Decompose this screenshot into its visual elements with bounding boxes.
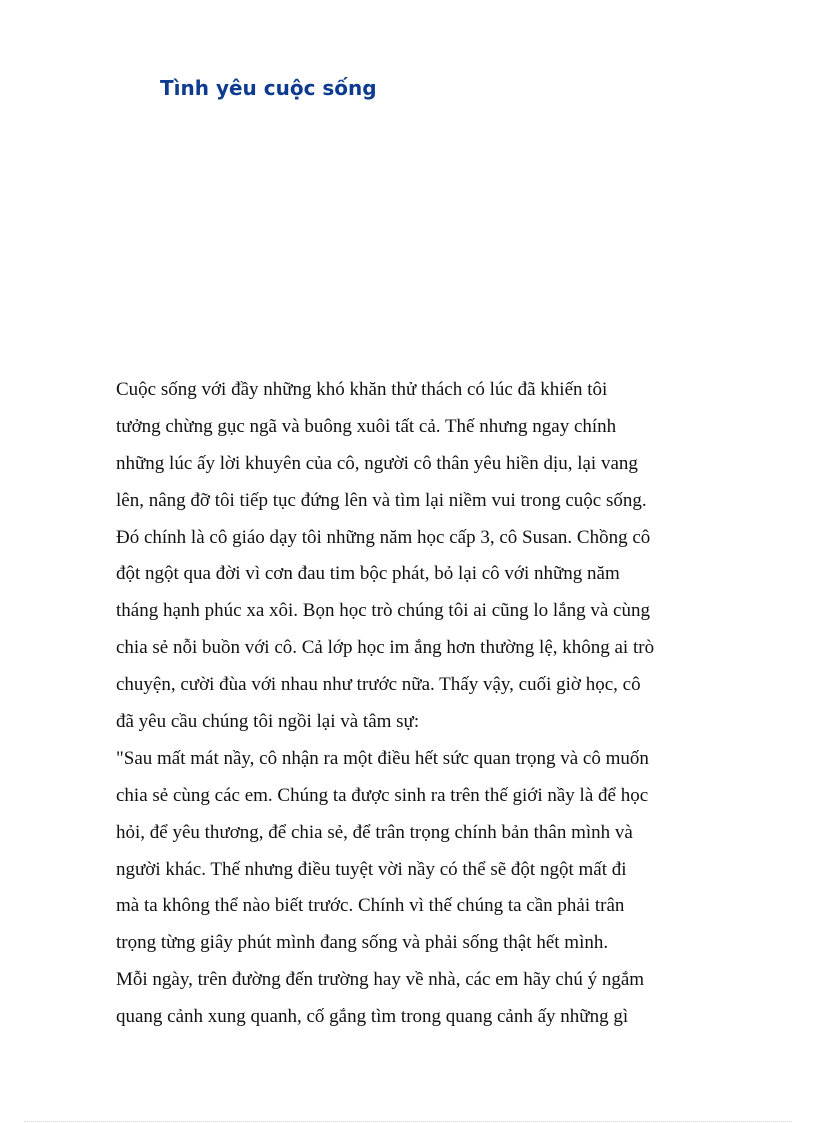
text-line: Đó chính là cô giáo dạy tôi những năm học cấp 3, cô Susan. Chồng cô [116,526,651,548]
text-line: chia sẻ nỗi buồn với cô. Cả lớp học im ắng hơn thường lệ, không ai trò [116,637,655,659]
text-line: đột ngột qua đời vì cơn đau tim bộc phát, bỏ lại cô với những năm [116,563,620,585]
text-line: đã yêu cầu chúng tôi ngồi lại và tâm sự: [116,711,420,733]
text-line: mà ta không thể nào biết trước. Chính vì thế chúng ta cần phải trân [116,895,625,917]
body-paragraph [116,372,756,1036]
text-line: Cuộc sống với đầy những khó khăn thử thách có lúc đã khiến tôi [116,379,608,400]
page-bottom-divider [24,1121,792,1122]
text-line: người khác. Thế nhưng điều tuyệt vời nầy có thể sẽ đột ngột mất đi [116,858,627,880]
text-line: trọng từng giây phút mình đang sống và phải sống thật hết mình. [116,932,609,954]
text-line: quang cảnh xung quanh, cố gắng tìm trong quang cảnh ấy những gì [116,1006,629,1028]
page-title: Tình yêu cuộc sống [160,76,377,100]
text-line: tháng hạnh phúc xa xôi. Bọn học trò chúng tôi ai cũng lo lắng và cùng [116,600,650,622]
text-line: "Sau mất mát nầy, cô nhận ra một điều hết sức quan trọng và cô muốn [116,747,649,769]
text-line: tưởng chừng gục ngã và buông xuôi tất cả. Thế nhưng ngay chính [116,415,617,437]
text-line: hỏi, để yêu thương, để chia sẻ, để trân trọng chính bản thân mình và [116,821,633,843]
text-line: Mỗi ngày, trên đường đến trường hay về nhà, các em hãy chú ý ngắm [116,969,645,991]
text-line: lên, nâng đỡ tôi tiếp tục đứng lên và tìm lại niềm vui trong cuộc sống. [116,489,647,511]
text-line: chuyện, cười đùa với nhau như trước nữa. Thấy vậy, cuối giờ học, cô [116,674,641,696]
text-line: chia sẻ cùng các em. Chúng ta được sinh ra trên thế giới nầy là để học [116,784,649,806]
text-line: những lúc ấy lời khuyên của cô, người cô thân yêu hiền dịu, lại vang [116,452,638,474]
